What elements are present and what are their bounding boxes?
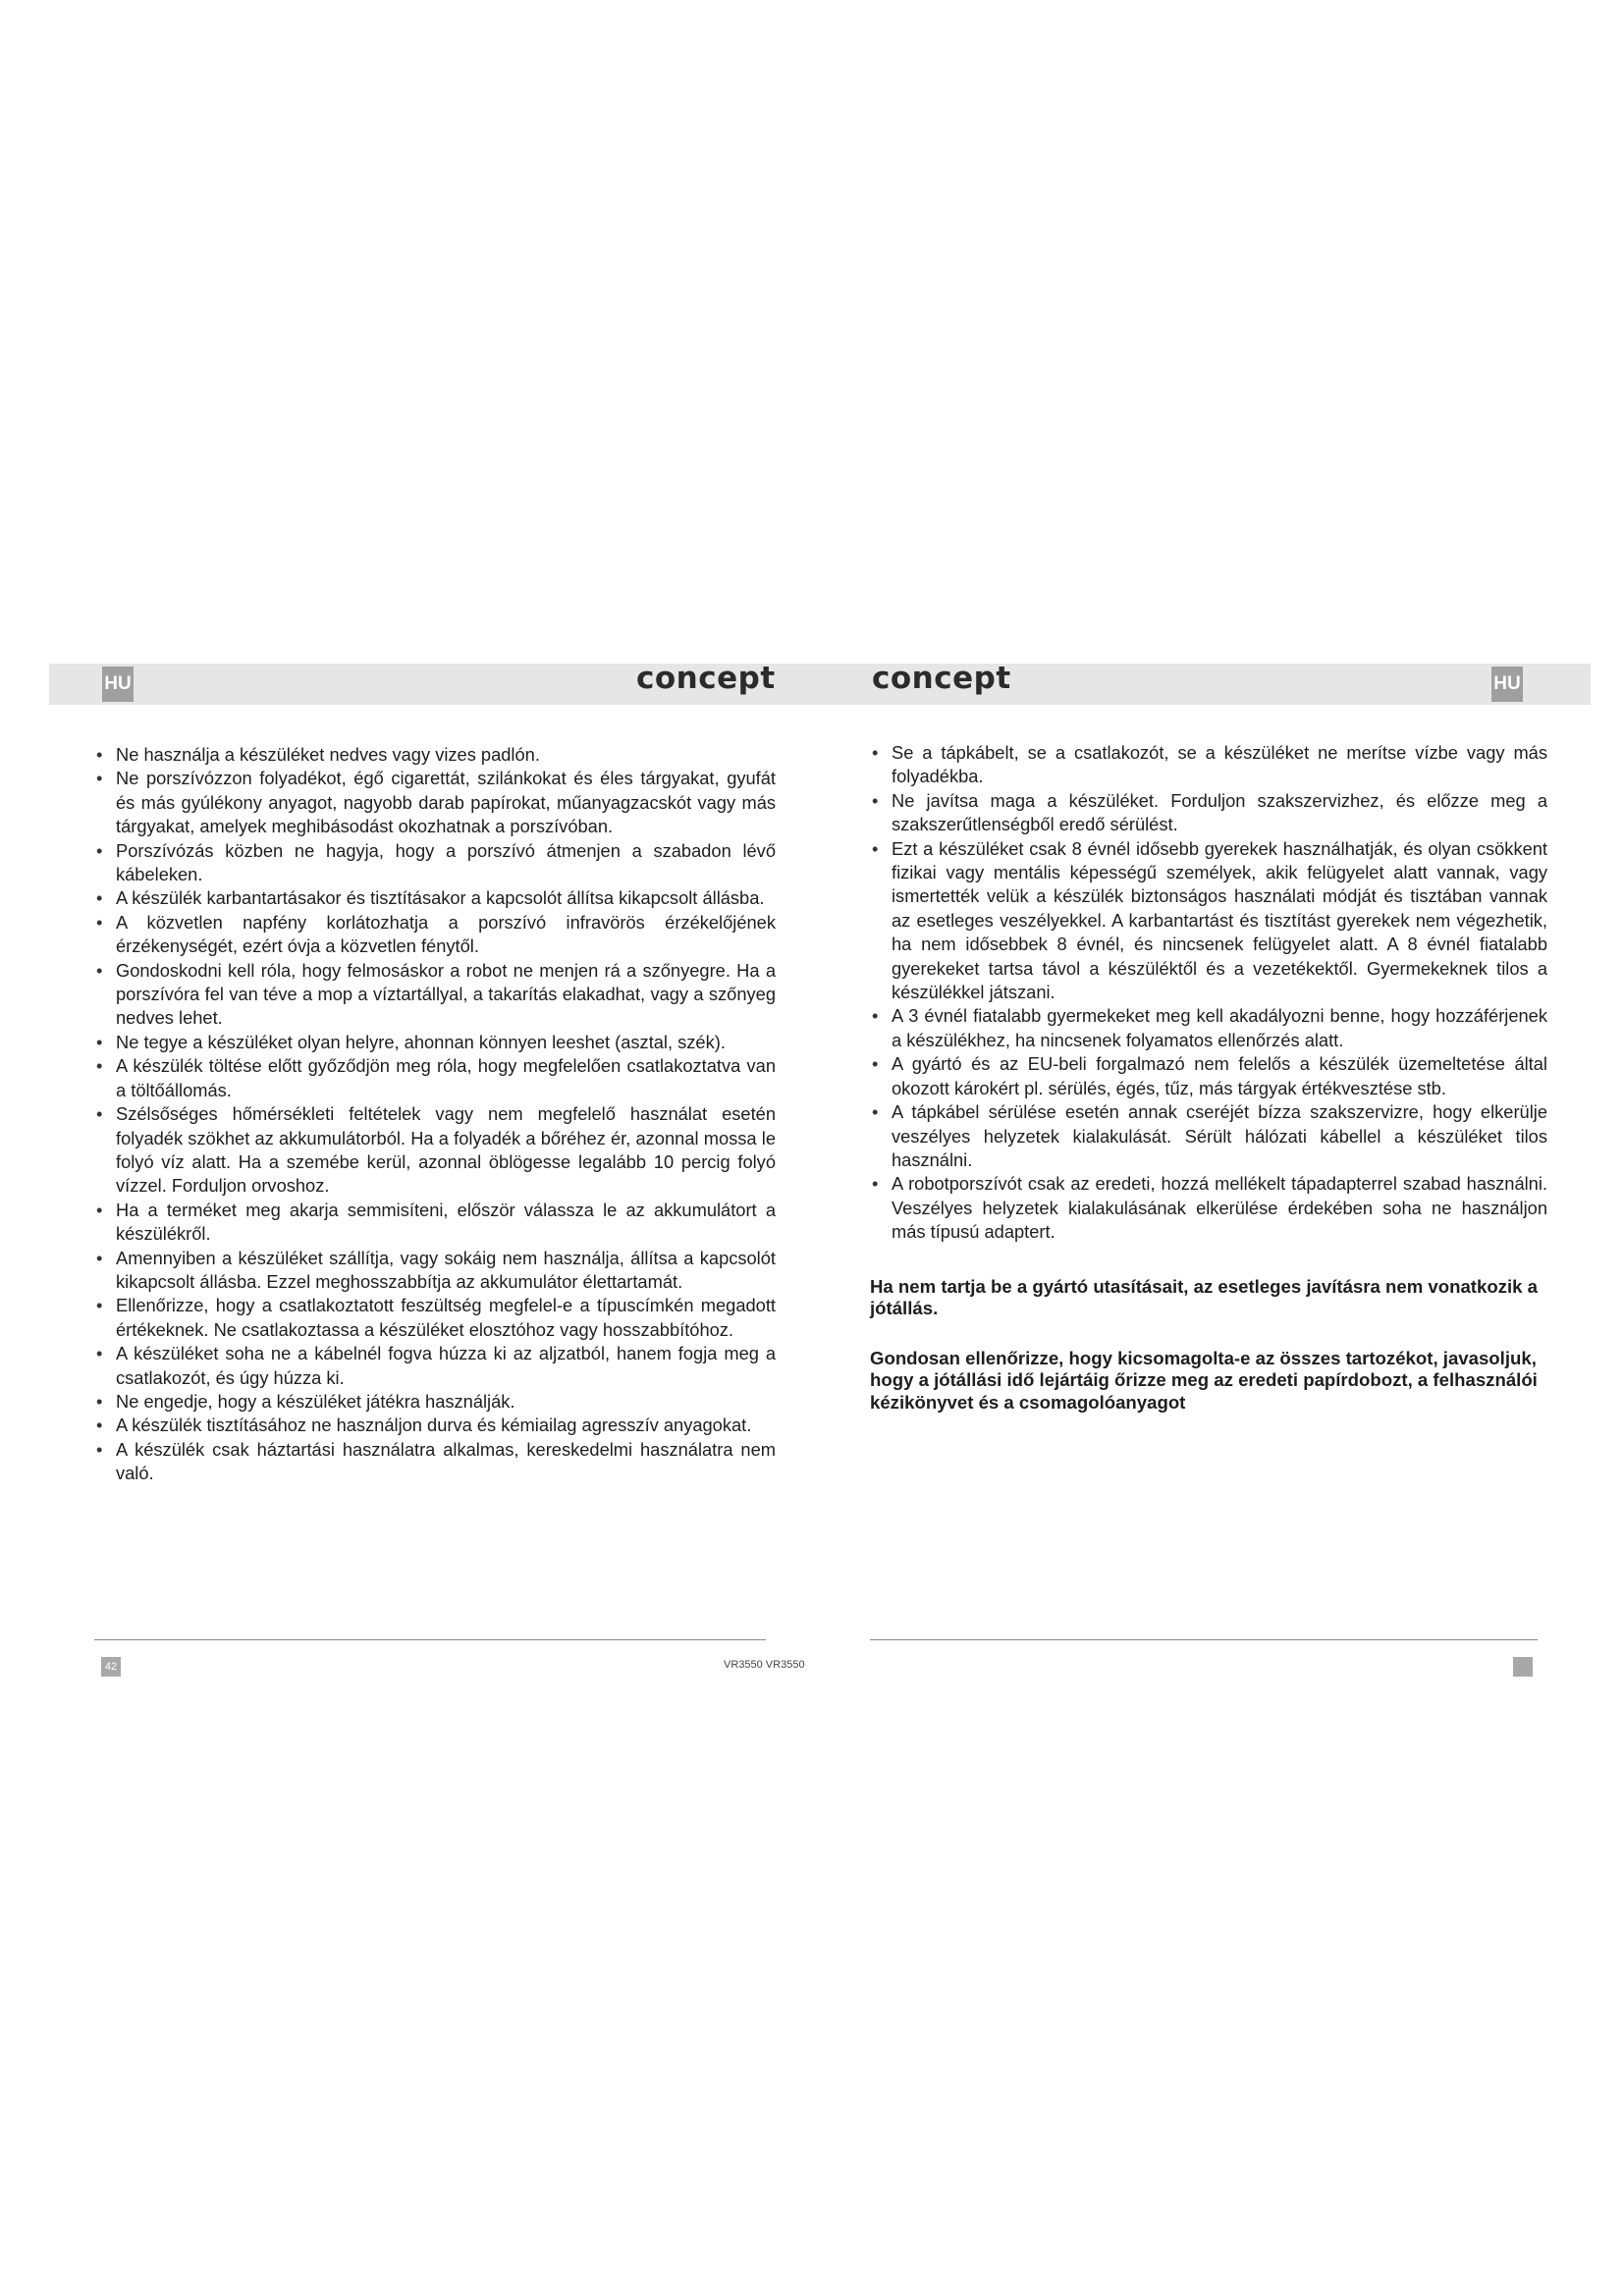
- right-column: [870, 741, 1547, 1415]
- page-marker-right: [1513, 1657, 1533, 1677]
- list-item: • A készülék csak háztartási használatra alkalmas, kereskedelmi használatra nem való.: [94, 1438, 776, 1486]
- language-badge-right: HU: [1491, 667, 1523, 702]
- list-item: • Ne használja a készüléket nedves vagy vizes padlón.: [94, 743, 776, 767]
- footer-divider-left: [94, 1639, 766, 1640]
- list-item: • A készülék karbantartásakor és tisztításakor a kapcsolót állítsa kikapcsolt állásba.: [94, 886, 776, 910]
- packaging-note: Gondosan ellenőrizze, hogy kicsomagolta-e az összes tartozékot, javasoljuk, hogy a jótállási idő lejártáig őrizze meg az eredeti papírdobozt, a felhasználói kézikönyvet és a csomagolóanyagot: [870, 1347, 1538, 1413]
- list-item: • Amennyiben a készüléket szállítja, vagy sokáig nem használja, állítsa a kapcsolót kikapcsolt állásba. Ezzel meghosszabbítja az akkumulátor élettartamát.: [94, 1247, 776, 1295]
- list-item: • A gyártó és az EU-beli forgalmazó nem felelős a készülék üzemeltetése által okozott károkért pl. sérülés, égés, tűz, más tárgyak értékvesztése stb.: [870, 1052, 1547, 1100]
- list-item: • Ne porszívózzon folyadékot, égő cigarettát, szilánkokat és éles tárgyakat, gyufát és más gyúlékony anyagot, nagyobb darab papírokat, műanyagzacskót vagy más tárgyakat, amelyek meghibásodást okozhatnak a porszívóban.: [94, 767, 776, 838]
- list-item: • Se a tápkábelt, se a csatlakozót, se a készüléket ne merítse vízbe vagy más folyadékba.: [870, 741, 1547, 789]
- list-item: • A 3 évnél fiatalabb gyermekeket meg kell akadályozni benne, hogy hozzáférjenek a készülékhez, ha nincsenek folyamatos ellenőrzés alatt.: [870, 1004, 1547, 1052]
- left-column: [94, 743, 776, 1486]
- list-item: • A közvetlen napfény korlátozhatja a porszívó infravörös érzékelőjének érzékenységét, ezért óvja a közvetlen fénytől.: [94, 911, 776, 959]
- page-number: 42: [101, 1657, 121, 1677]
- left-safety-list: [94, 743, 776, 1486]
- list-item: • A készülék tisztításához ne használjon durva és kémiailag agresszív anyagokat.: [94, 1414, 776, 1437]
- list-item: • Ne engedje, hogy a készüléket játékra használják.: [94, 1390, 776, 1414]
- footer-divider-right: [870, 1639, 1538, 1640]
- list-item: • A készüléket soha ne a kábelnél fogva húzza ki az aljzatból, hanem fogja meg a csatlakozót, és úgy húzza ki.: [94, 1342, 776, 1390]
- list-item: • Ellenőrizze, hogy a csatlakoztatott feszültség megfelel-e a típuscímkén megadott értékeknek. Ne csatlakoztassa a készüléket elosztóhoz vagy hosszabbítóhoz.: [94, 1294, 776, 1342]
- brand-logo-left: concept: [636, 661, 776, 696]
- list-item: • Ne javítsa maga a készüléket. Forduljon szakszervizhez, és előzze meg a szakszerűtlenségből eredő sérülést.: [870, 789, 1547, 837]
- list-item: • Gondoskodni kell róla, hogy felmosáskor a robot ne menjen rá a szőnyegre. Ha a porszívóra fel van téve a mop a víztartállyal, a takarítás elakadhat, vagy a szőnyeg nedves lehet.: [94, 959, 776, 1031]
- list-item: • Ha a terméket meg akarja semmisíteni, először válassza le az akkumulátort a készülékről.: [94, 1199, 776, 1247]
- list-item: • Ne tegye a készüléket olyan helyre, ahonnan könnyen leeshet (asztal, szék).: [94, 1031, 776, 1054]
- list-item: • A robotporszívót csak az eredeti, hozzá mellékelt tápadapterrel szabad használni. Veszélyes helyzetek kialakulásának elkerülése érdekében soha ne használjon más típusú adaptert.: [870, 1172, 1547, 1244]
- brand-logo-right: concept: [872, 661, 1011, 696]
- right-safety-list: [870, 741, 1547, 1245]
- list-item: • Ezt a készüléket csak 8 évnél idősebb gyerekek használhatják, és olyan csökkent fizikai vagy mentális képességű személyek, akik felügyelet alatt vannak, vagy ismertették velük a készülék biztonságos használati módját és tisztában vannak az esetleges veszélyekkel. A karbantartást és tisztítást gyerekek nem végezhetik, ha nem idősebbek 8 évnél, és nincsenek felügyelet alatt. A 8 évnél fiatalabb gyerekeket tartsa távol a készüléktől és a vezetékektől. Gyermekeknek tilos a készülékkel játszani.: [870, 837, 1547, 1005]
- list-item: • Szélsőséges hőmérsékleti feltételek vagy nem megfelelő használat esetén folyadék szökhet az akkumulátorból. Ha a folyadék a bőréhez ér, azonnal mossa le folyó víz alatt. Ha a szemébe kerül, azonnal öblögesse legalább 10 percig folyó vízzel. Forduljon orvoshoz.: [94, 1102, 776, 1199]
- list-item: • A tápkábel sérülése esetén annak cseréjét bízza szakszervizre, hogy elkerülje veszélyes helyzetek kialakulását. Sérült hálózati kábellel a készüléket tilos használni.: [870, 1100, 1547, 1172]
- list-item: • A készülék töltése előtt győződjön meg róla, hogy megfelelően csatlakoztatva van a töltőállomás.: [94, 1054, 776, 1102]
- warranty-note: Ha nem tartja be a gyártó utasításait, az esetleges javításra nem vonatkozik a jótállás.: [870, 1275, 1538, 1319]
- header-band: [49, 664, 1591, 705]
- language-badge-left: HU: [102, 667, 134, 702]
- list-item: • Porszívózás közben ne hagyja, hogy a porszívó átmenjen a szabadon lévő kábeleken.: [94, 839, 776, 887]
- model-code: VR3550 VR3550: [724, 1659, 805, 1671]
